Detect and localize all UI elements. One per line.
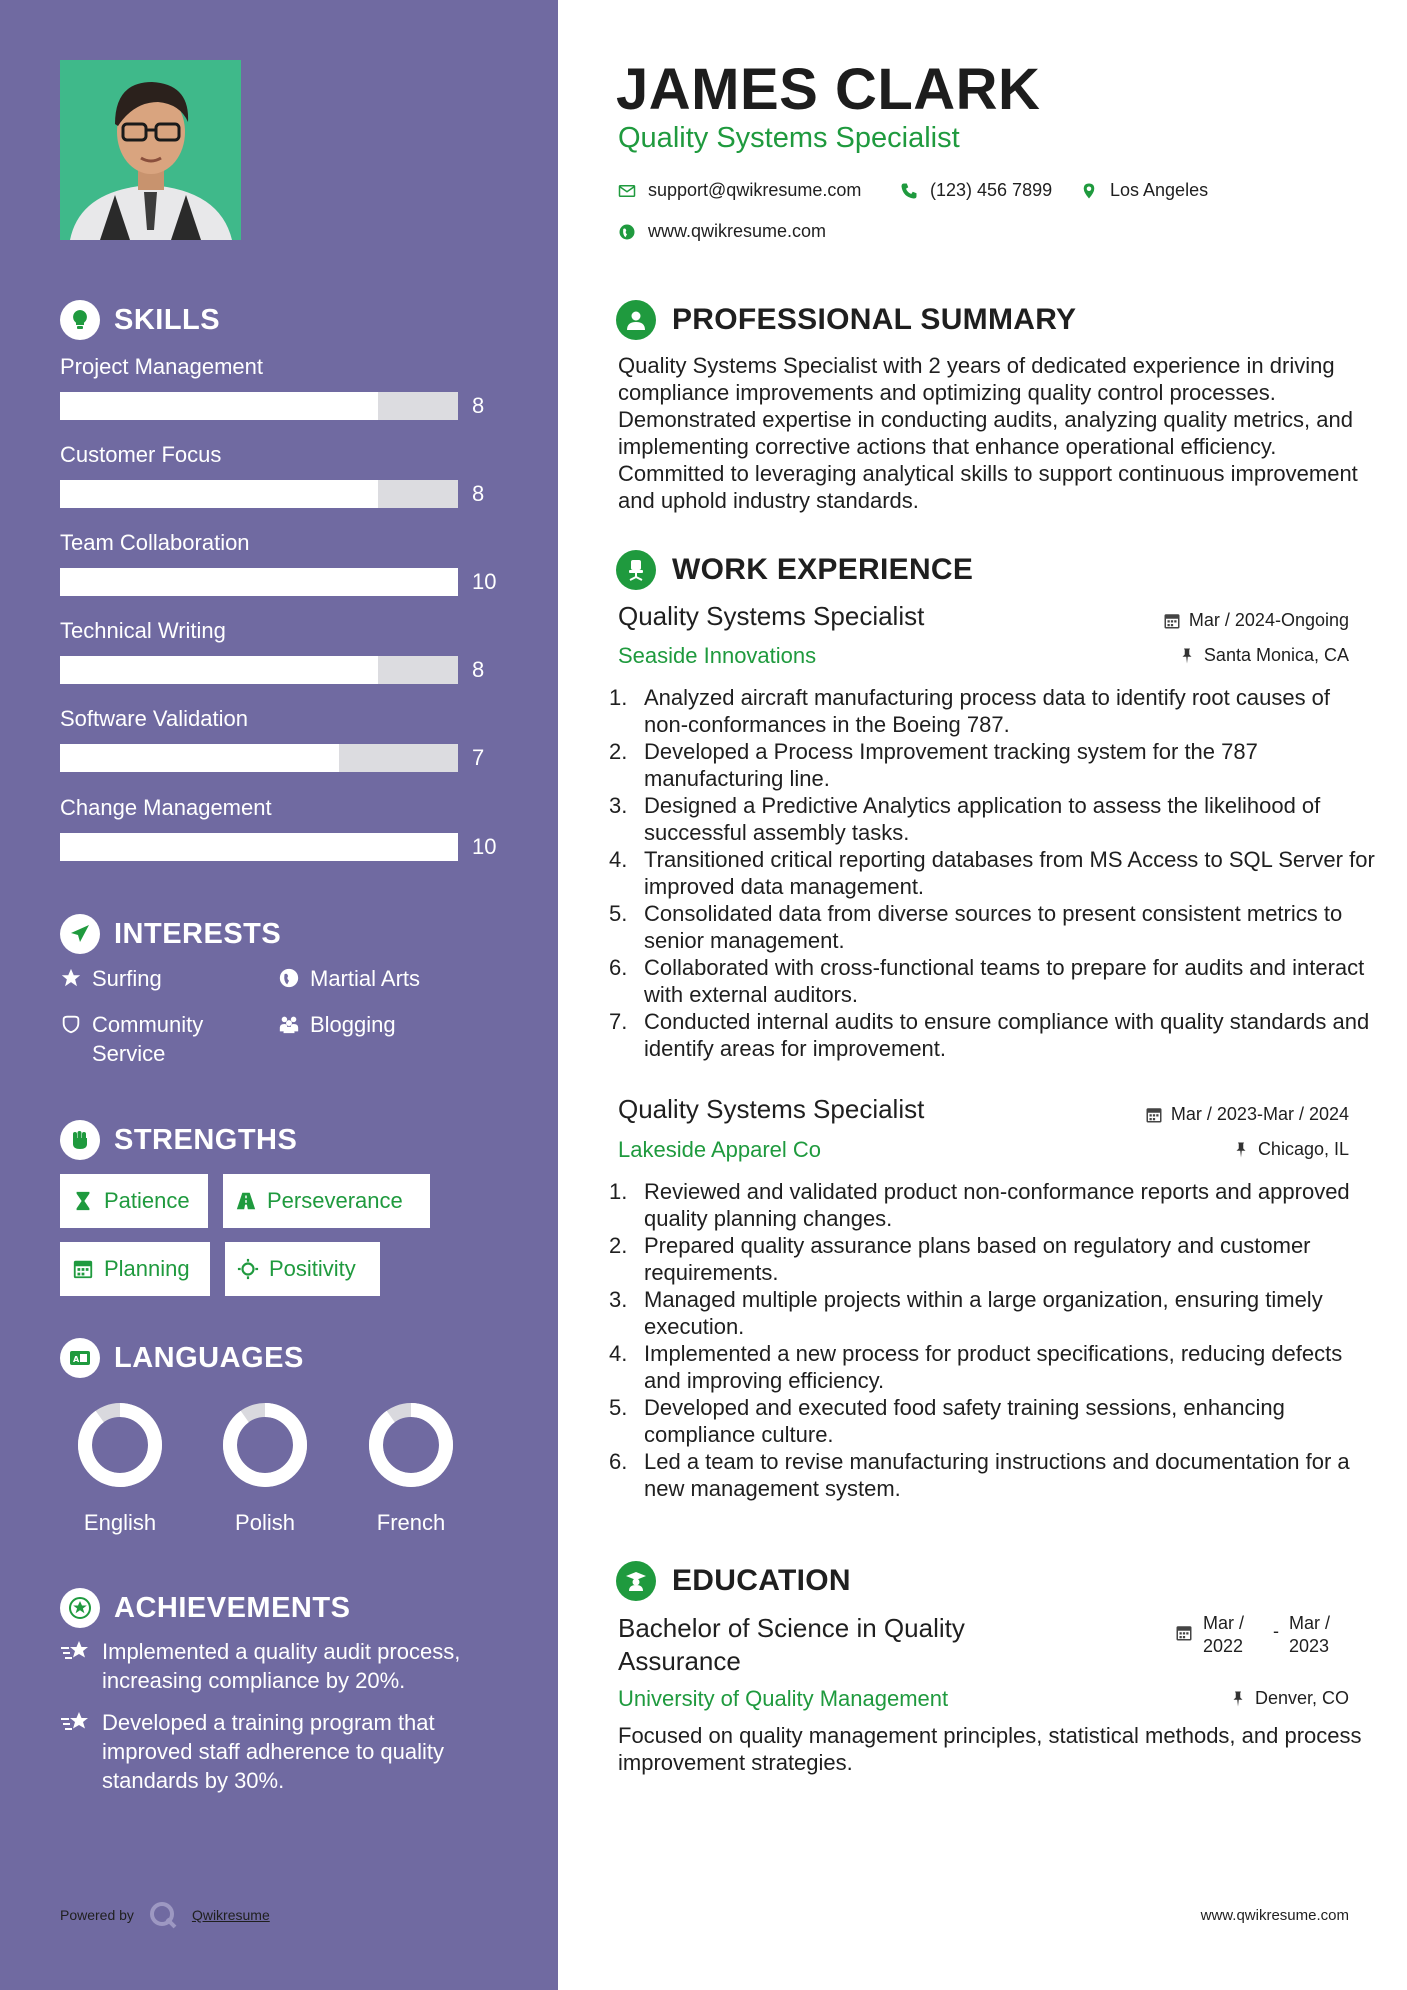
degree-title: Bachelor of Science in Quality Assurance: [618, 1613, 965, 1676]
job-title: Quality Systems Specialist: [618, 1094, 925, 1124]
calendar-icon: [72, 1258, 94, 1280]
skill-value: 7: [472, 745, 485, 770]
interest-label: Martial Arts: [310, 966, 421, 991]
star-icon: [60, 967, 82, 989]
lightbulb-icon: [60, 300, 100, 340]
job-company: Lakeside Apparel Co: [618, 1137, 822, 1162]
pushpin-icon: [1229, 1690, 1247, 1708]
task-text: Conducted internal audits to ensure compliance with quality standards and identify areas for improvement.: [644, 1009, 1370, 1061]
job-task-list: [609, 1178, 1378, 1502]
task-text: Transitioned critical reporting databases from MS Access to SQL Server for improved data management.: [644, 847, 1375, 899]
task-text: Developed and executed food safety training sessions, enhancing compliance culture.: [644, 1395, 1285, 1447]
qwikresume-link[interactable]: Qwikresume: [191, 1907, 270, 1923]
language-name: English: [83, 1510, 157, 1535]
language-item: [205, 1400, 325, 1536]
website-text: www.qwikresume.com: [648, 221, 827, 241]
skill-item: [60, 704, 520, 772]
interest-item: [60, 1010, 240, 1068]
list-item: 6. Led a team to revise manufacturing instructions and documentation for a new management system.: [609, 1449, 1350, 1501]
phone-icon: [900, 182, 918, 200]
location-text: Los Angeles: [1110, 180, 1209, 200]
skill-value: 8: [472, 393, 485, 418]
skill-bar-fill: [60, 656, 378, 684]
list-item: 2. Prepared quality assurance plans based on regulatory and customer requirements.: [609, 1233, 1311, 1285]
award-star-icon: [60, 1588, 100, 1628]
experience-heading: [616, 550, 973, 590]
globe-icon: [278, 967, 300, 989]
list-item: 5. Consolidated data from diverse sources to present consistent metrics to senior management.: [609, 901, 1343, 953]
interest-label: Community Service: [92, 1012, 204, 1066]
interest-item: [278, 1010, 396, 1039]
languages-title: LANGUAGES: [114, 1341, 304, 1374]
calendar-icon: [1145, 1106, 1163, 1124]
language-ring: [75, 1400, 165, 1490]
pushpin-icon: [1232, 1141, 1250, 1159]
skill-item: [60, 616, 520, 684]
contact-email[interactable]: [618, 180, 861, 201]
skill-item: [60, 793, 520, 861]
skill-value: 10: [472, 569, 497, 594]
task-text: Analyzed aircraft manufacturing process data to identify root causes of non-conformances in the Boeing 787.: [644, 685, 1331, 737]
skill-bar: [60, 656, 458, 684]
skill-name: Project Management: [60, 354, 263, 379]
graduate-icon: [616, 1561, 656, 1601]
skill-value: 10: [472, 834, 497, 859]
achievement-text: Implemented a quality audit process, increasing compliance by 20%.: [102, 1639, 461, 1693]
email-text: support@qwikresume.com: [648, 180, 862, 200]
list-item: 1. Reviewed and validated product non-conformance reports and approved quality planning changes.: [609, 1179, 1350, 1231]
strengths-heading: [60, 1120, 297, 1160]
strength-label: Perseverance: [267, 1188, 403, 1213]
job-company: Seaside Innovations: [618, 643, 817, 668]
list-item: 1. Analyzed aircraft manufacturing process data to identify root causes of non-conformances in the Boeing 787.: [609, 685, 1331, 737]
job-location: [1232, 1139, 1349, 1160]
language-ring: [366, 1400, 456, 1490]
list-item: 3. Designed a Predictive Analytics application to assess the likelihood of successful assembly tasks.: [609, 793, 1321, 845]
candidate-name: JAMES CLARK: [616, 57, 1041, 122]
skill-name: Technical Writing: [60, 618, 226, 643]
task-text: Consolidated data from diverse sources to present consistent metrics to senior management.: [644, 901, 1343, 953]
list-item: 4. Transitioned critical reporting databases from MS Access to SQL Server for improved data management.: [609, 847, 1375, 899]
main-content: [558, 0, 1407, 1990]
job-dates-text: Mar / 2024-Ongoing: [1188, 610, 1349, 630]
skills-title: SKILLS: [114, 303, 221, 336]
sidebar: [0, 0, 558, 1990]
skill-bar-fill: [60, 744, 339, 772]
job-title: Quality Systems Specialist: [618, 601, 925, 631]
skill-value: 8: [472, 481, 485, 506]
education-dates: [1175, 1612, 1349, 1658]
strength-badge: [225, 1242, 380, 1296]
badge-icon: [60, 1013, 82, 1035]
skill-name: Team Collaboration: [60, 530, 250, 555]
qwikresume-logo-icon: [148, 1900, 178, 1930]
interest-label: Surfing: [92, 966, 162, 991]
shooting-star-icon: [60, 1710, 92, 1736]
profile-photo-illustration: [60, 60, 241, 240]
skill-bar: [60, 833, 458, 861]
task-text: Managed multiple projects within a large organization, ensuring timely execution.: [644, 1287, 1323, 1339]
strengths-title: STRENGTHS: [114, 1123, 298, 1156]
interest-item: [278, 964, 420, 993]
interests-heading: [60, 914, 281, 954]
skill-name: Change Management: [60, 795, 272, 820]
job-dates: [1145, 1104, 1349, 1125]
job-location: [1178, 645, 1349, 666]
education-location-text: Denver, CO: [1254, 1688, 1349, 1708]
skill-item: [60, 528, 520, 596]
skill-bar-fill: [60, 833, 458, 861]
language-item: [60, 1400, 180, 1536]
task-text: Designed a Predictive Analytics application to assess the likelihood of successful assembly tasks.: [644, 793, 1321, 845]
language-name: Polish: [235, 1510, 295, 1535]
skills-heading: [60, 300, 220, 340]
contact-location: [1080, 180, 1208, 201]
job-dates-text: Mar / 2023-Mar / 2024: [1170, 1104, 1349, 1124]
profile-photo: [60, 60, 241, 240]
achievement-text: Developed a training program that improved staff adherence to quality standards by 30%.: [102, 1710, 445, 1793]
skill-bar: [60, 568, 458, 596]
list-item: 6. Collaborated with cross-functional teams to prepare for audits and interact with external auditors.: [609, 955, 1365, 1007]
strength-badge: [60, 1242, 210, 1296]
task-text: Collaborated with cross-functional teams to prepare for audits and interact with external auditors.: [644, 955, 1365, 1007]
contact-website[interactable]: [618, 221, 826, 242]
paper-plane-icon: [60, 914, 100, 954]
interest-item: [60, 964, 162, 993]
strength-badge: [223, 1174, 430, 1228]
skill-bar-fill: [60, 480, 378, 508]
skill-bar-fill: [60, 392, 378, 420]
achievement-item: [60, 1637, 520, 1695]
school-name: University of Quality Management: [618, 1686, 949, 1711]
candidate-role: Quality Systems Specialist: [618, 122, 960, 154]
language-icon: [60, 1338, 100, 1378]
powered-by-label: Powered by: [60, 1907, 134, 1923]
list-item: 4. Implemented a new process for product specifications, reducing defects and improving efficiency.: [609, 1341, 1343, 1393]
road-icon: [235, 1190, 257, 1212]
achievements-heading: [60, 1588, 350, 1628]
language-ring: [220, 1400, 310, 1490]
strength-label: Positivity: [269, 1256, 356, 1281]
education-end: Mar / 2023: [1289, 1613, 1331, 1656]
education-heading: [616, 1561, 851, 1601]
language-name: French: [376, 1510, 446, 1535]
job-location-text: Santa Monica, CA: [1203, 645, 1349, 665]
strength-label: Planning: [104, 1256, 190, 1281]
footer-url[interactable]: www.qwikresume.com: [1200, 1907, 1349, 1924]
achievement-item: [60, 1708, 520, 1795]
calendar-icon: [1175, 1624, 1193, 1642]
list-item: 3. Managed multiple projects within a large organization, ensuring timely execution.: [609, 1287, 1323, 1339]
task-text: Led a team to revise manufacturing instructions and documentation for a new management system.: [644, 1449, 1350, 1501]
education-description: Focused on quality management principles, statistical methods, and process improvement strategies.: [618, 1723, 1362, 1775]
powered-by: [60, 1900, 270, 1930]
education-date-separator: -: [1273, 1621, 1279, 1641]
strength-badge: [60, 1174, 208, 1228]
hourglass-icon: [72, 1190, 94, 1212]
phone-text: (123) 456 7899: [930, 180, 1053, 200]
svg-text:A: A: [73, 1355, 80, 1364]
calendar-icon: [1163, 612, 1181, 630]
office-chair-icon: [616, 550, 656, 590]
task-text: Prepared quality assurance plans based on regulatory and customer requirements.: [644, 1233, 1311, 1285]
job-dates: [1163, 610, 1349, 631]
task-text: Implemented a new process for product specifications, reducing defects and improving efficiency.: [644, 1341, 1343, 1393]
summary-title: PROFESSIONAL SUMMARY: [672, 303, 1077, 336]
experience-title: WORK EXPERIENCE: [672, 553, 974, 586]
summary-heading: [616, 300, 1076, 340]
task-text: Reviewed and validated product non-conformance reports and approved quality planning changes.: [644, 1179, 1350, 1231]
job-task-list: [609, 684, 1378, 1062]
list-item: 5. Developed and executed food safety training sessions, enhancing compliance culture.: [609, 1395, 1285, 1447]
skill-bar-fill: [60, 568, 458, 596]
summary-text: Quality Systems Specialist with 2 years of dedicated experience in driving compliance improvements and optimizing quality control processes. Demonstrated expertise in conducting audits, analyzing quality metrics, and implementing corrective actions that enhance operational efficiency. Committed to leveraging analytical skills to support continuous improvement and uphold industry standards.: [618, 353, 1358, 513]
skill-value: 8: [472, 657, 485, 682]
list-item: 7. Conducted internal audits to ensure compliance with quality standards and identify areas for improvement.: [609, 1009, 1370, 1061]
achievements-title: ACHIEVEMENTS: [114, 1591, 351, 1624]
strength-label: Patience: [104, 1188, 190, 1213]
pushpin-icon: [1178, 647, 1196, 665]
users-icon: [278, 1013, 300, 1035]
skill-bar: [60, 480, 458, 508]
skill-bar: [60, 744, 458, 772]
education-start: Mar / 2022: [1203, 1613, 1245, 1656]
interests-title: INTERESTS: [114, 917, 282, 950]
envelope-icon: [618, 182, 636, 200]
job-location-text: Chicago, IL: [1257, 1139, 1349, 1159]
list-item: 2. Developed a Process Improvement tracking system for the 787 manufacturing line.: [609, 739, 1258, 791]
languages-heading: [60, 1338, 304, 1378]
language-item: [351, 1400, 471, 1536]
contact-phone[interactable]: [900, 180, 1052, 201]
sun-icon: [237, 1258, 259, 1280]
task-text: Developed a Process Improvement tracking system for the 787 manufacturing line.: [644, 739, 1258, 791]
skill-bar: [60, 392, 458, 420]
globe-icon: [618, 223, 636, 241]
skill-name: Customer Focus: [60, 442, 222, 467]
education-location: [1229, 1688, 1349, 1709]
user-icon: [616, 300, 656, 340]
interest-label: Blogging: [310, 1012, 396, 1037]
fist-icon: [60, 1120, 100, 1160]
skill-item: [60, 440, 520, 508]
skill-item: [60, 352, 520, 420]
shooting-star-icon: [60, 1639, 92, 1665]
map-pin-icon: [1080, 182, 1098, 200]
skill-name: Software Validation: [60, 706, 248, 731]
education-title: EDUCATION: [672, 1564, 851, 1597]
